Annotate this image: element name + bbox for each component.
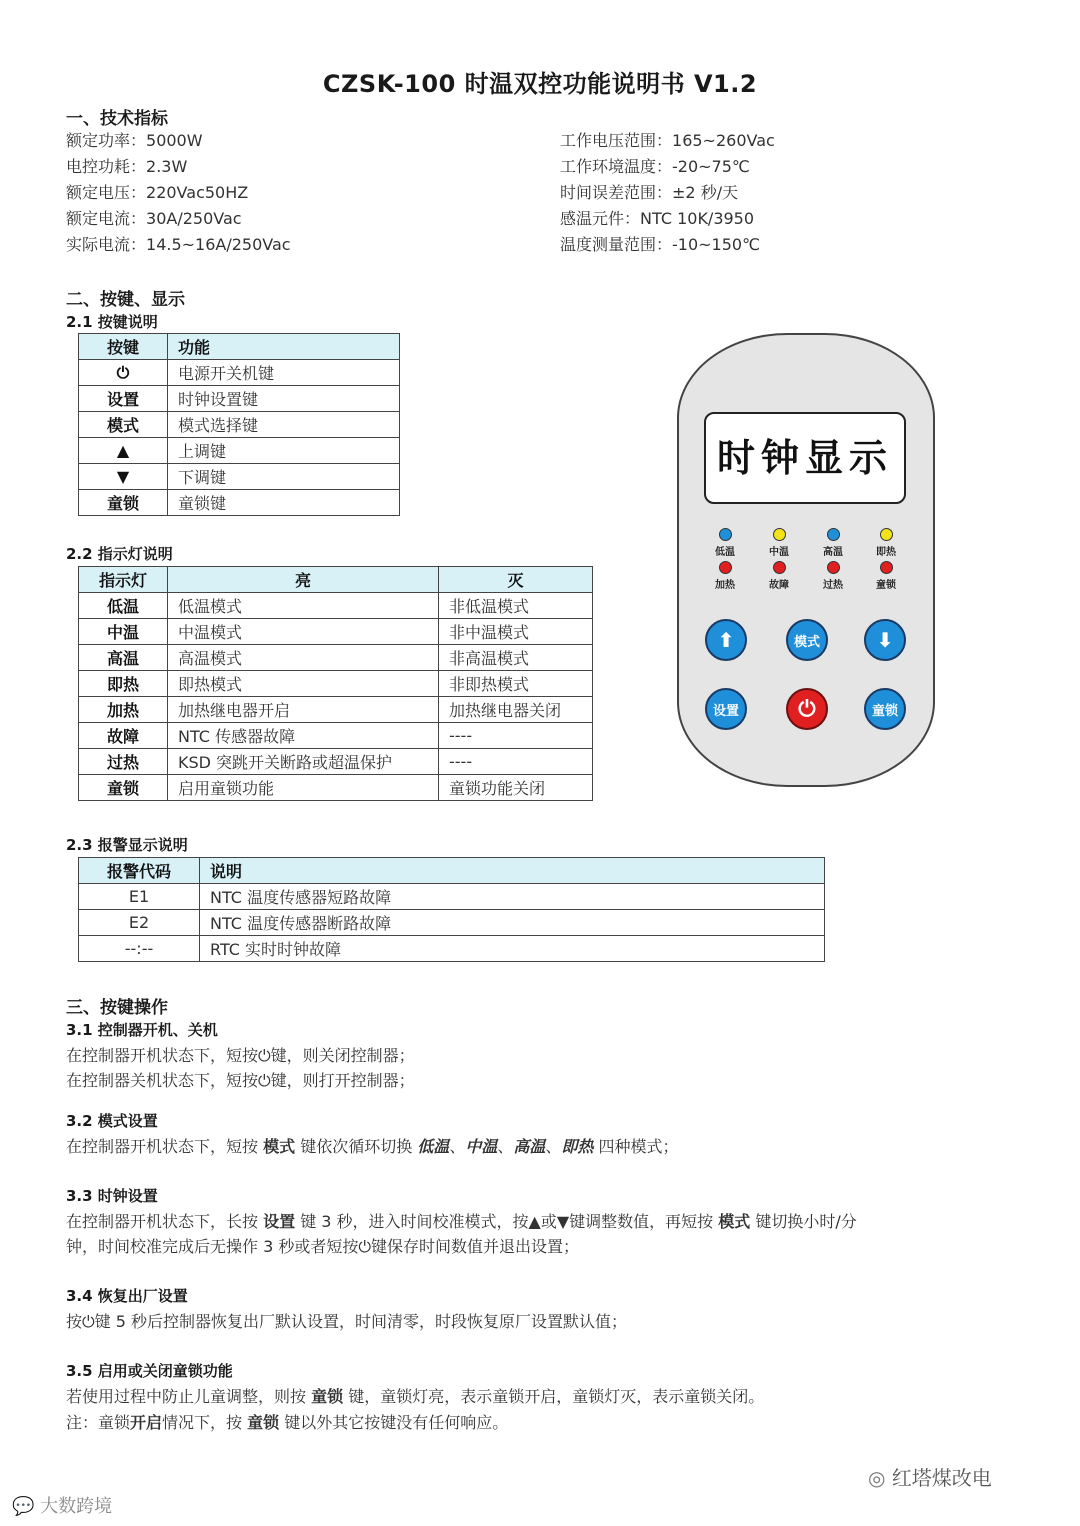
power-button: ⏻ xyxy=(786,688,828,730)
table-header-row: 报警代码 说明 xyxy=(79,858,825,884)
led-label: 高温 xyxy=(823,547,843,558)
s33-heading: 3.3 时钟设置 xyxy=(66,1187,158,1205)
led-low-temp-icon xyxy=(719,528,732,541)
power-icon: ⏻ xyxy=(79,360,168,386)
led-lock-icon xyxy=(880,561,893,574)
table-row: 模式 模式选择键 xyxy=(79,412,400,438)
lock-button: 童锁 xyxy=(864,688,906,730)
s35-note: 注：童锁开启情况下，按 童锁 键以外其它按键没有任何响应。 xyxy=(66,1413,509,1432)
leds-heading: 2.2 指示灯说明 xyxy=(66,545,173,563)
spec-list-left xyxy=(66,128,291,258)
table-row: --:-- RTC 实时时钟故障 xyxy=(79,936,825,962)
section-2-heading: 二、按键、显示 xyxy=(66,290,185,310)
s31-heading: 3.1 控制器开机、关机 xyxy=(66,1021,218,1039)
up-arrow-button: ⬆ xyxy=(705,619,747,661)
keys-table xyxy=(78,333,400,516)
spec-list-right xyxy=(560,128,775,258)
s32-heading: 3.2 模式设置 xyxy=(66,1112,158,1130)
section-1-heading: 一、技术指标 xyxy=(66,109,168,129)
table-row: E2 NTC 温度传感器断路故障 xyxy=(79,910,825,936)
led-instant-icon xyxy=(880,528,893,541)
alarms-heading: 2.3 报警显示说明 xyxy=(66,836,188,854)
table-row: 高温 高温模式 非高温模式 xyxy=(79,645,593,671)
up-triangle-icon: ▲ xyxy=(79,438,168,464)
led-label: 故障 xyxy=(769,580,789,591)
table-row: 低温 低温模式 非低温模式 xyxy=(79,593,593,619)
spec-rated-voltage: 额定电压：220Vac50HZ xyxy=(66,183,249,202)
spec-temp-range: 温度测量范围：-10~150℃ xyxy=(560,235,761,254)
table-row: E1 NTC 温度传感器短路故障 xyxy=(79,884,825,910)
down-arrow-button: ⬇ xyxy=(864,619,906,661)
remote-screen: 时钟显示 xyxy=(704,412,906,504)
section-3-heading: 三、按键操作 xyxy=(66,998,168,1018)
s33-line-1: 在控制器开机状态下，长按 设置 键 3 秒，进入时间校准模式，按▲或▼键调整数值，再短按 模式 键切换小时/分 xyxy=(66,1212,857,1231)
led-fault-icon xyxy=(773,561,786,574)
table-row: 故障 NTC 传感器故障 ---- xyxy=(79,723,593,749)
spec-time-error: 时间误差范围：±2 秒/天 xyxy=(560,183,739,202)
watermark-left: 💬 大数跨境 xyxy=(12,1496,113,1517)
keys-heading: 2.1 按键说明 xyxy=(66,313,158,331)
led-label: 低温 xyxy=(715,547,735,558)
led-label: 中温 xyxy=(769,547,789,558)
spec-rated-power: 额定功率：5000W xyxy=(66,131,203,150)
s31-line-2: 在控制器关机状态下，短按⏻键，则打开控制器； xyxy=(66,1071,415,1090)
table-row: ▲ 上调键 xyxy=(79,438,400,464)
s32-line-1: 在控制器开机状态下，短按 模式 键依次循环切换 低温、中温、高温、即热 四种模式； xyxy=(66,1137,679,1156)
led-label: 童锁 xyxy=(876,580,896,591)
led-heating-icon xyxy=(719,561,732,574)
set-button: 设置 xyxy=(705,688,747,730)
s34-line-1: 按⏻键 5 秒后控制器恢复出厂默认设置，时间清零，时段恢复原厂设置默认值； xyxy=(66,1312,628,1331)
watermark-right: ◎ 红塔煤改电 xyxy=(868,1466,992,1490)
chat-bubble-icon: 💬 xyxy=(12,1496,35,1517)
s35-line-1: 若使用过程中防止儿童调整，则按 童锁 键，童锁灯亮，表示童锁开启，童锁灯灭，表示童锁关闭。 xyxy=(66,1387,765,1406)
mode-button: 模式 xyxy=(786,619,828,661)
led-label: 过热 xyxy=(823,580,843,591)
table-row: ▼ 下调键 xyxy=(79,464,400,490)
table-row: 童锁 启用童锁功能 童锁功能关闭 xyxy=(79,775,593,801)
table-row: ⏻ 电源开关机键 xyxy=(79,360,400,386)
spec-actual-current: 实际电流：14.5~16A/250Vac xyxy=(66,235,291,254)
table-header-row: 指示灯 亮 灭 xyxy=(79,567,593,593)
spec-sensor: 感温元件：NTC 10K/3950 xyxy=(560,209,755,228)
leds-table xyxy=(78,566,593,801)
wechat-icon: ◎ xyxy=(868,1466,886,1490)
s33-line-2: 钟，时间校准完成后无操作 3 秒或者短按⏻键保存时间数值并退出设置； xyxy=(66,1237,580,1256)
table-row: 加热 加热继电器开启 加热继电器关闭 xyxy=(79,697,593,723)
led-overheat-icon xyxy=(827,561,840,574)
spec-control-consumption: 电控功耗：2.3W xyxy=(66,157,188,176)
down-triangle-icon: ▼ xyxy=(79,464,168,490)
led-label: 即热 xyxy=(876,547,896,558)
led-label: 加热 xyxy=(715,580,735,591)
s31-line-1: 在控制器开机状态下，短按⏻键，则关闭控制器； xyxy=(66,1046,415,1065)
table-row: 设置 时钟设置键 xyxy=(79,386,400,412)
table-header-row: 按键 功能 xyxy=(79,334,400,360)
page-title: CZSK-100 时温双控功能说明书 V1.2 xyxy=(322,70,758,98)
spec-ambient-temp: 工作环境温度：-20~75℃ xyxy=(560,157,750,176)
s34-heading: 3.4 恢复出厂设置 xyxy=(66,1287,188,1305)
table-row: 中温 中温模式 非中温模式 xyxy=(79,619,593,645)
table-row: 童锁 童锁键 xyxy=(79,490,400,516)
led-mid-temp-icon xyxy=(773,528,786,541)
led-high-temp-icon xyxy=(827,528,840,541)
table-row: 即热 即热模式 非即热模式 xyxy=(79,671,593,697)
table-row: 过热 KSD 突跳开关断路或超温保护 ---- xyxy=(79,749,593,775)
s35-heading: 3.5 启用或关闭童锁功能 xyxy=(66,1362,233,1380)
spec-voltage-range: 工作电压范围：165~260Vac xyxy=(560,131,775,150)
spec-rated-current: 额定电流：30A/250Vac xyxy=(66,209,242,228)
alarms-table xyxy=(78,857,825,962)
